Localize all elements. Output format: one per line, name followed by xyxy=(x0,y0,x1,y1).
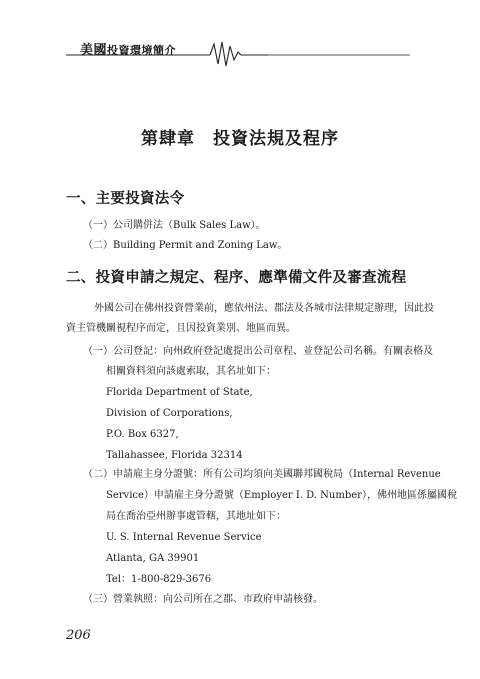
address-line: Tel：1-800-829-3676 xyxy=(106,574,212,585)
header-pulse-rule xyxy=(0,34,480,74)
item-company-registration-line-2: 相關資料須向該處索取，其名址如下： xyxy=(106,366,276,377)
list-item-building-permit: （二）Building Permit and Zoning Law。 xyxy=(83,240,288,251)
item-employer-id-line-1: （二）申請雇主身分證號：所有公司均須向美國聯邦國稅局（Internal Revenue xyxy=(83,469,441,480)
address-line: P.O. Box 6327, xyxy=(106,429,179,440)
intro-paragraph-line-2: 資主管機關視程序而定，且因投資業別、地區而異。 xyxy=(66,323,296,334)
address-line: Florida Department of State, xyxy=(106,387,253,398)
header-title-rest: 投資環境簡介 xyxy=(107,44,177,57)
item-business-license: （三）營業執照：向公司所在之郡、市政府申請核發。 xyxy=(83,594,323,605)
page-number: 206 xyxy=(66,628,91,643)
address-line: Atlanta, GA 39901 xyxy=(106,553,200,564)
list-item-bulk-sales-law: （一）公司購併法（Bulk Sales Law）。 xyxy=(83,220,266,231)
intro-paragraph-line-1: 外國公司在佛州投資營業前，應依州法、郡法及各城市法律規定辦理，因此投 xyxy=(94,303,434,314)
address-line: Division of Corporations, xyxy=(106,408,233,419)
item-employer-id-line-3: 局在喬治亞州辦事處管轄，其地址如下： xyxy=(106,511,286,522)
section-heading-main-laws: 一、主要投資法令 xyxy=(66,190,185,207)
chapter-title: 第肆章 投資法規及程序 xyxy=(141,129,339,149)
address-line: U. S. Internal Revenue Service xyxy=(106,532,262,543)
item-employer-id-line-2: Service）申請雇主身分證號（Employer I. D. Number），佛州地區係屬國稅 xyxy=(106,490,457,501)
item-company-registration-line-1: （一）公司登記：向州政府登記處提出公司章程、並登記公司名稱。有關表格及 xyxy=(83,346,433,357)
section-heading-application-process: 二、投資申請之規定、程序、應準備文件及審查流程 xyxy=(66,269,407,286)
header-title-lead: 美國 xyxy=(80,43,108,58)
address-line: Tallahassee, Florida 32314 xyxy=(106,450,243,461)
